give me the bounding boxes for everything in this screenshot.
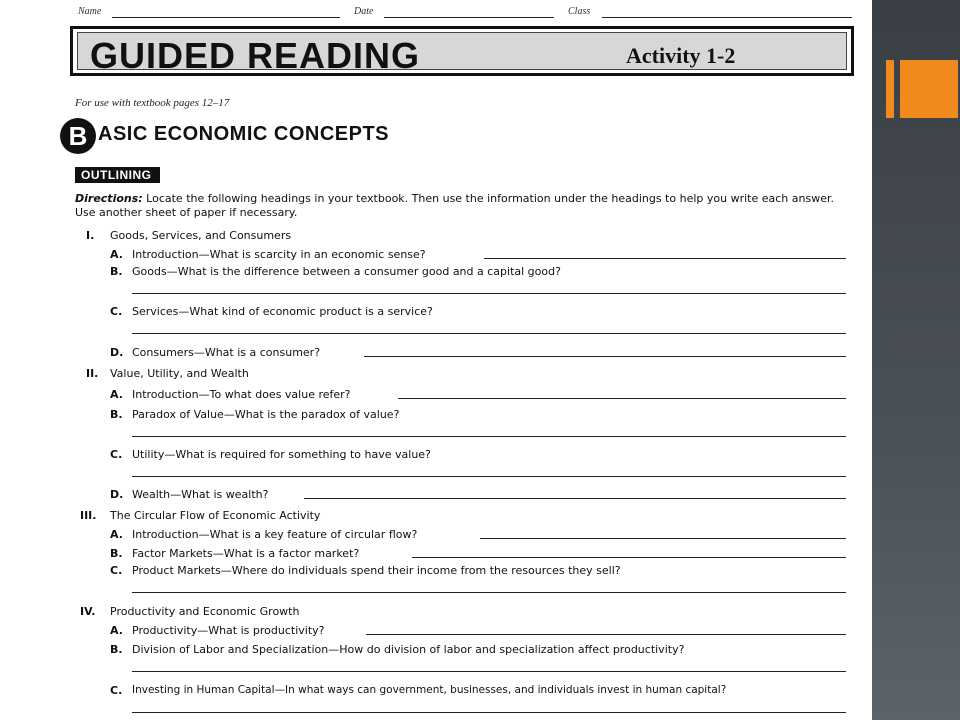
answer-line[interactable] (132, 592, 846, 593)
item-letter: B. (110, 265, 123, 278)
item-letter: B. (110, 547, 123, 560)
directions-text: Locate the following headings in your textbook. Then use the information under the headings to help you write each answer. Use another sheet of paper if necessary. (75, 192, 834, 219)
name-label: Name (78, 6, 102, 17)
section-number: III. (80, 509, 97, 522)
section-title: Goods, Services, and Consumers (110, 229, 292, 242)
answer-line[interactable] (132, 333, 846, 334)
answer-line[interactable] (366, 634, 846, 635)
chapter-initial-badge: B (60, 118, 96, 154)
directions (75, 192, 850, 220)
item-letter: C. (110, 684, 123, 697)
question-text: Goods—What is the difference between a consumer good and a capital good? (132, 265, 561, 278)
answer-line[interactable] (132, 293, 846, 294)
answer-line[interactable] (484, 258, 846, 259)
question-text: Introduction—What is a key feature of circular flow? (132, 528, 418, 541)
question-text: Division of Labor and Specialization—How do division of labor and specialization affect productivity? (132, 643, 685, 656)
question-text: Introduction—To what does value refer? (132, 388, 351, 401)
answer-line[interactable] (132, 712, 846, 713)
item-letter: D. (110, 346, 124, 359)
date-field[interactable] (384, 17, 554, 18)
answer-line[interactable] (412, 557, 846, 558)
date-label: Date (354, 6, 374, 17)
section-number: I. (86, 229, 95, 242)
outlining-label: OUTLINING (75, 167, 160, 183)
item-letter: A. (110, 528, 123, 541)
section-number: II. (86, 367, 99, 380)
item-letter: C. (110, 564, 123, 577)
item-letter: C. (110, 305, 123, 318)
accent-bar-square (900, 60, 958, 118)
class-label: Class (568, 6, 591, 17)
question-text: Productivity—What is productivity? (132, 624, 325, 637)
question-text: Investing in Human Capital—In what ways can government, businesses, and individuals invest in human capital? (132, 684, 727, 696)
chapter-title: ASIC ECONOMIC CONCEPTS (98, 123, 390, 145)
item-letter: B. (110, 408, 123, 421)
section-title: Productivity and Economic Growth (110, 605, 300, 618)
item-letter: C. (110, 448, 123, 461)
item-letter: A. (110, 388, 123, 401)
accent-bar-thin (886, 60, 894, 118)
answer-line[interactable] (132, 476, 846, 477)
question-text: Services—What kind of economic product is a service? (132, 305, 433, 318)
textbook-pages-note: For use with textbook pages 12–17 (75, 97, 230, 109)
section-number: IV. (80, 605, 96, 618)
item-letter: A. (110, 624, 123, 637)
question-text: Utility—What is required for something to have value? (132, 448, 431, 461)
item-letter: A. (110, 248, 123, 261)
answer-line[interactable] (304, 498, 846, 499)
question-text: Consumers—What is a consumer? (132, 346, 321, 359)
name-field[interactable] (112, 17, 340, 18)
header-row (78, 6, 852, 20)
item-letter: D. (110, 488, 124, 501)
class-field[interactable] (602, 17, 852, 18)
page-title: GUIDED READING (90, 35, 421, 76)
section-title: Value, Utility, and Wealth (110, 367, 249, 380)
section-title: The Circular Flow of Economic Activity (110, 509, 321, 522)
title-banner (70, 26, 854, 76)
question-text: Product Markets—Where do individuals spend their income from the resources they sell? (132, 564, 621, 577)
directions-label: Directions: (75, 192, 143, 205)
answer-line[interactable] (364, 356, 846, 357)
question-text: Wealth—What is wealth? (132, 488, 269, 501)
question-text: Paradox of Value—What is the paradox of value? (132, 408, 400, 421)
question-text: Factor Markets—What is a factor market? (132, 547, 360, 560)
title-banner-inner (77, 32, 847, 76)
answer-line[interactable] (398, 398, 846, 399)
answer-line[interactable] (132, 671, 846, 672)
answer-line[interactable] (480, 538, 846, 539)
question-text: Introduction—What is scarcity in an economic sense? (132, 248, 426, 261)
item-letter: B. (110, 643, 123, 656)
activity-number: Activity 1-2 (626, 43, 736, 68)
answer-line[interactable] (132, 436, 846, 437)
